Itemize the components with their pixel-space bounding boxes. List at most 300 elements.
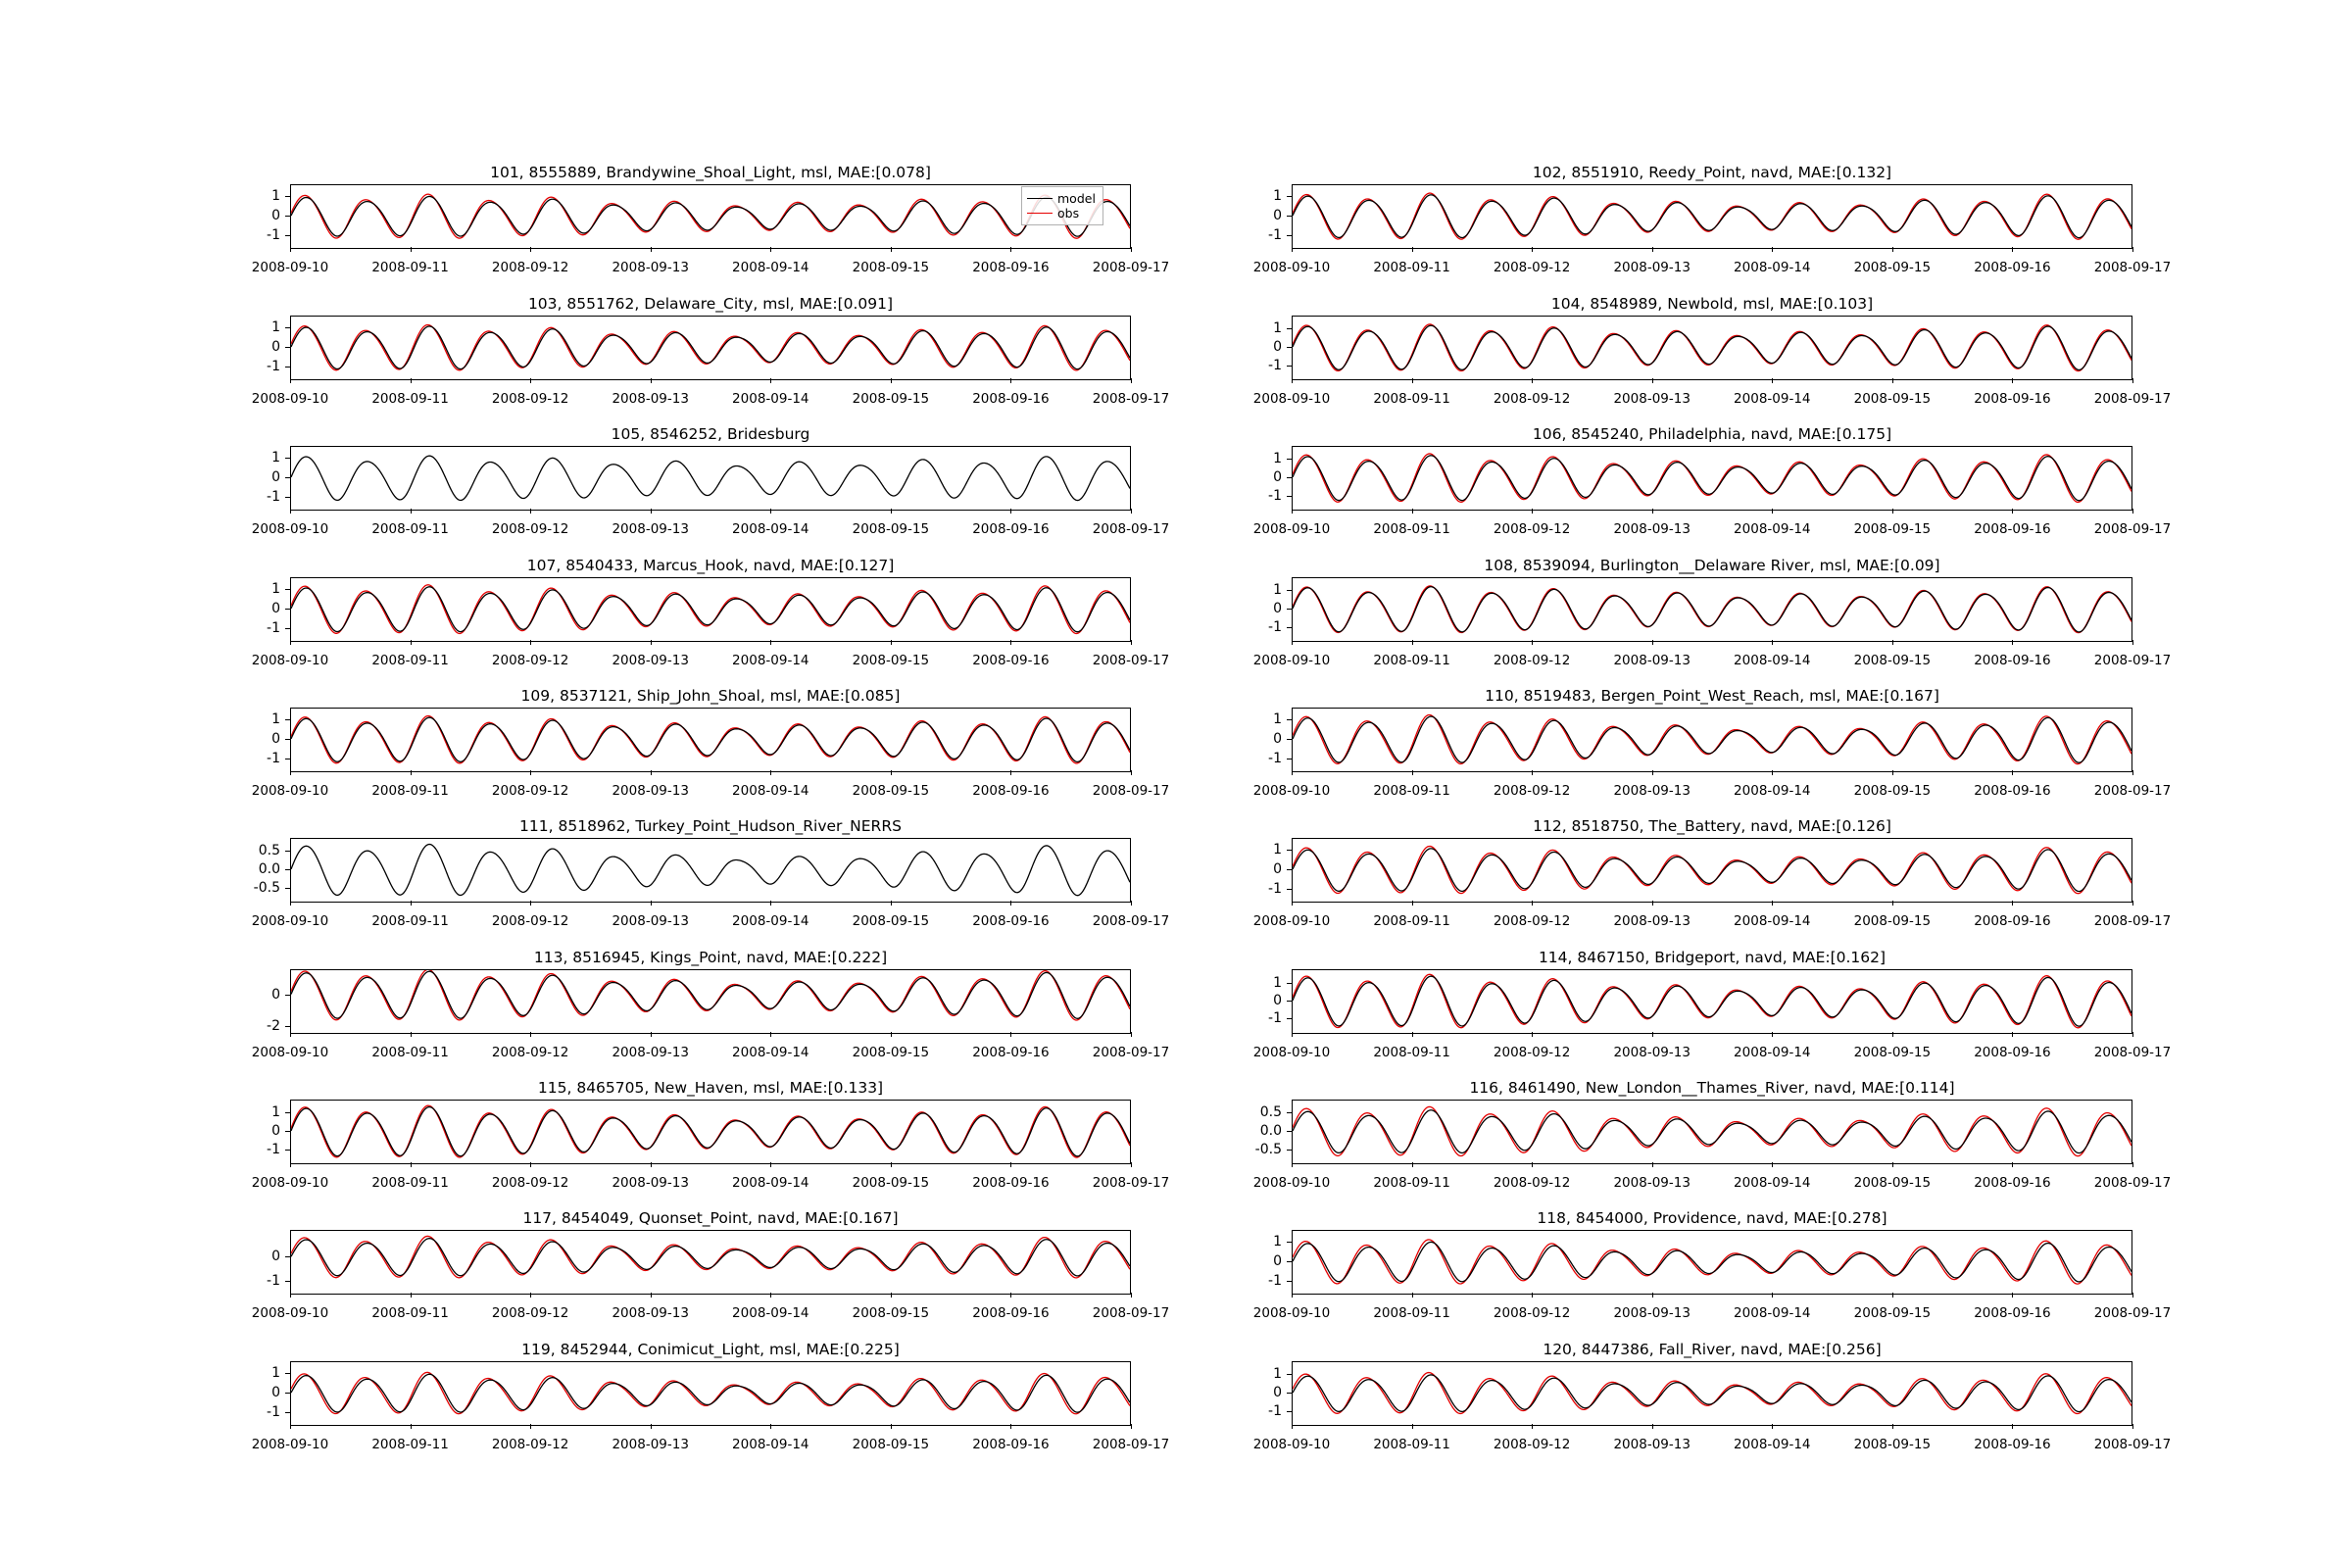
x-tick-mark [2132,901,2133,906]
x-tick-mark [2012,1032,2013,1037]
x-tick-mark [290,901,291,906]
x-tick-label: 2008-09-13 [1613,913,1690,929]
x-tick-label: 2008-09-16 [1974,1175,2051,1191]
x-tick-mark [1412,901,1413,906]
y-tick-label: 1 [1273,1234,1282,1250]
x-tick-mark [1010,378,1011,383]
y-tick-label: 0.5 [258,843,280,859]
x-tick-mark [1010,640,1011,645]
x-tick-mark [651,640,652,645]
plot-area-120 [1292,1361,2132,1426]
x-tick-label: 2008-09-10 [251,391,329,407]
x-tick-mark [1772,1293,1773,1298]
y-tick-label: 0 [271,208,280,223]
x-tick-mark [1772,247,1773,252]
x-tick-mark [1652,901,1653,906]
y-tick-mark [285,1150,290,1151]
x-tick-label: 2008-09-11 [1373,913,1450,929]
x-tick-mark [1131,640,1132,645]
x-tick-mark [1652,1424,1653,1429]
y-tick-label: 1 [271,1365,280,1381]
x-tick-mark [290,770,291,775]
x-tick-label: 2008-09-12 [491,260,569,275]
x-tick-mark [891,1424,892,1429]
x-tick-mark [1772,509,1773,514]
y-tick-label: 1 [1273,842,1282,858]
x-tick-label: 2008-09-10 [251,1045,329,1060]
y-tick-label: 1 [271,581,280,597]
x-tick-label: 2008-09-16 [972,1437,1050,1452]
x-tick-mark [290,247,291,252]
x-tick-label: 2008-09-14 [732,1437,809,1452]
x-tick-label: 2008-09-13 [1613,521,1690,537]
x-tick-label: 2008-09-12 [1493,653,1571,668]
x-tick-mark [1292,1293,1293,1298]
panel-title-116: 116, 8461490, New_London__Thames_River, navd, MAE:[0.114] [1469,1079,1955,1097]
y-tick-label: 0 [1273,469,1282,485]
y-tick-label: -1 [267,359,280,374]
y-tick-mark [1287,983,1292,984]
x-tick-mark [1652,640,1653,645]
x-tick-mark [2132,1162,2133,1167]
x-tick-mark [1131,1162,1132,1167]
x-tick-mark [290,1032,291,1037]
x-tick-mark [891,901,892,906]
y-tick-label: -1 [1268,1009,1282,1026]
plot-area-111 [290,838,1131,903]
chart-panel-101 [251,164,1170,275]
panel-title-106: 106, 8545240, Philadelphia, navd, MAE:[0.175] [1532,425,1892,443]
y-tick-label: 1 [1273,582,1282,599]
x-tick-label: 2008-09-11 [371,653,449,668]
x-tick-label: 2008-09-13 [612,653,689,668]
x-tick-mark [1292,378,1293,383]
x-tick-mark [651,770,652,775]
x-tick-mark [651,247,652,252]
x-tick-label: 2008-09-13 [612,391,689,407]
y-tick-mark [1287,1393,1292,1394]
x-tick-mark [1772,1424,1773,1429]
y-tick-mark [285,1281,290,1282]
y-tick-label: -1 [267,1141,280,1157]
x-tick-mark [1010,1032,1011,1037]
x-tick-mark [1892,901,1893,906]
x-tick-label: 2008-09-15 [852,391,930,407]
x-tick-label: 2008-09-12 [491,391,569,407]
x-tick-mark [1652,378,1653,383]
x-tick-label: 2008-09-16 [972,653,1050,668]
y-tick-mark [285,589,290,590]
x-tick-mark [2012,1293,2013,1298]
panel-title-101: 101, 8555889, Brandywine_Shoal_Light, msl, MAE:[0.078] [490,164,931,181]
x-tick-label: 2008-09-16 [972,260,1050,275]
y-tick-label: 1 [1273,711,1282,727]
y-tick-label: 1 [271,319,280,335]
x-tick-mark [1412,770,1413,775]
x-tick-label: 2008-09-14 [1734,391,1811,407]
y-tick-label: -1 [1268,881,1282,897]
x-tick-label: 2008-09-17 [1092,1305,1170,1321]
x-tick-label: 2008-09-10 [251,783,329,799]
x-tick-mark [1772,901,1773,906]
y-tick-mark [1287,627,1292,628]
x-tick-label: 2008-09-12 [491,1175,569,1191]
x-tick-label: 2008-09-12 [491,1045,569,1060]
x-tick-mark [1532,378,1533,383]
panel-title-105: 105, 8546252, Bridesburg [611,425,810,443]
x-tick-mark [1412,1293,1413,1298]
chart-panel-114 [1252,949,2172,1060]
panel-title-110: 110, 8519483, Bergen_Point_West_Reach, msl, MAE:[0.167] [1485,687,1939,705]
x-tick-mark [1532,1424,1533,1429]
panel-title-117: 117, 8454049, Quonset_Point, navd, MAE:[0.167] [522,1209,899,1227]
x-tick-label: 2008-09-13 [1613,653,1690,668]
x-tick-label: 2008-09-12 [1493,1175,1571,1191]
chart-panel-113 [251,949,1170,1060]
x-tick-label: 2008-09-14 [1734,653,1811,668]
chart-panel-105 [251,425,1170,537]
panel-title-113: 113, 8516945, Kings_Point, navd, MAE:[0.222] [533,949,888,966]
x-tick-mark [290,640,291,645]
y-tick-mark [285,995,290,996]
y-tick-label: 1 [1273,320,1282,337]
chart-panel-103 [251,295,1170,407]
x-tick-mark [1010,901,1011,906]
x-tick-label: 2008-09-15 [1853,913,1932,929]
y-tick-mark [1287,1261,1292,1262]
x-tick-mark [651,1424,652,1429]
x-tick-label: 2008-09-17 [1092,783,1170,799]
chart-panel-104 [1252,295,2172,407]
y-tick-mark [1287,1112,1292,1113]
x-tick-mark [411,247,412,252]
x-tick-label: 2008-09-16 [972,913,1050,929]
y-tick-mark [1287,719,1292,720]
x-tick-mark [1652,247,1653,252]
panel-title-112: 112, 8518750, The_Battery, navd, MAE:[0.126] [1533,817,1891,835]
panel-title-102: 102, 8551910, Reedy_Point, navd, MAE:[0.132] [1532,164,1892,181]
plot-area-115 [290,1100,1131,1164]
x-tick-label: 2008-09-16 [1974,783,2051,799]
x-tick-label: 2008-09-10 [251,913,329,929]
x-tick-mark [411,509,412,514]
x-tick-mark [1532,640,1533,645]
x-tick-mark [1532,509,1533,514]
x-tick-mark [2132,247,2133,252]
plot-area-106 [1292,446,2132,511]
x-tick-label: 2008-09-13 [612,521,689,537]
x-tick-mark [1412,1162,1413,1167]
y-tick-mark [285,1393,290,1394]
x-tick-label: 2008-09-11 [371,391,449,407]
y-tick-mark [285,609,290,610]
x-tick-mark [1652,509,1653,514]
x-tick-label: 2008-09-17 [2093,1045,2172,1060]
x-tick-label: 2008-09-14 [1734,783,1811,799]
x-tick-label: 2008-09-14 [1734,1045,1811,1060]
x-tick-mark [770,770,771,775]
x-tick-mark [1131,770,1132,775]
x-tick-mark [1292,1032,1293,1037]
plot-area-108 [1292,577,2132,642]
x-tick-label: 2008-09-15 [852,653,930,668]
x-tick-label: 2008-09-13 [612,783,689,799]
x-tick-label: 2008-09-10 [251,521,329,537]
y-tick-mark [1287,1150,1292,1151]
x-tick-mark [411,1032,412,1037]
x-tick-mark [1532,1162,1533,1167]
x-tick-mark [1131,509,1132,514]
x-tick-label: 2008-09-11 [371,260,449,275]
x-tick-label: 2008-09-10 [251,1437,329,1452]
x-tick-label: 2008-09-16 [1974,913,2051,929]
x-tick-label: 2008-09-17 [1092,521,1170,537]
x-tick-label: 2008-09-15 [852,913,930,929]
x-tick-mark [1010,1162,1011,1167]
y-tick-mark [1287,196,1292,197]
x-tick-mark [1292,770,1293,775]
y-tick-label: 0 [1273,208,1282,223]
x-tick-mark [2132,509,2133,514]
x-tick-label: 2008-09-11 [371,1045,449,1060]
plot-area-119 [290,1361,1131,1426]
legend-label: model [1057,191,1096,206]
x-tick-label: 2008-09-17 [2093,260,2172,275]
x-tick-label: 2008-09-16 [1974,653,2051,668]
y-tick-mark [1287,366,1292,367]
x-tick-mark [2012,770,2013,775]
x-tick-label: 2008-09-12 [491,783,569,799]
x-tick-mark [530,1032,531,1037]
x-tick-label: 2008-09-17 [1092,1437,1170,1452]
x-tick-label: 2008-09-17 [2093,913,2172,929]
panel-title-119: 119, 8452944, Conimicut_Light, msl, MAE:[0.225] [521,1341,900,1358]
x-tick-mark [1892,770,1893,775]
y-tick-mark [1287,235,1292,236]
y-tick-label: 1 [1273,451,1282,467]
plot-area-113 [290,969,1131,1034]
x-tick-label: 2008-09-10 [1252,783,1331,799]
y-tick-label: 1 [1273,188,1282,204]
x-tick-mark [290,378,291,383]
y-tick-mark [1287,459,1292,460]
x-tick-label: 2008-09-15 [852,1045,930,1060]
x-tick-label: 2008-09-15 [852,260,930,275]
x-tick-label: 2008-09-10 [251,653,329,668]
x-tick-label: 2008-09-11 [1373,653,1450,668]
x-tick-mark [1532,247,1533,252]
x-tick-label: 2008-09-14 [732,1175,809,1191]
plot-area-114 [1292,969,2132,1034]
chart-panel-102 [1252,164,2172,275]
y-tick-mark [1287,1242,1292,1243]
x-tick-mark [1292,509,1293,514]
x-tick-mark [651,901,652,906]
legend-swatch-obs [1027,213,1053,214]
y-tick-label: 1 [271,1104,280,1121]
x-tick-label: 2008-09-17 [2093,653,2172,668]
legend-entry-obs [1027,206,1096,220]
x-tick-label: 2008-09-17 [1092,1045,1170,1060]
y-tick-label: 0 [1273,993,1282,1008]
x-tick-label: 2008-09-16 [972,783,1050,799]
y-tick-mark [1287,889,1292,890]
x-tick-mark [1010,1424,1011,1429]
x-tick-label: 2008-09-12 [1493,521,1571,537]
y-tick-mark [1287,850,1292,851]
x-tick-mark [530,770,531,775]
x-tick-label: 2008-09-14 [732,521,809,537]
y-tick-mark [285,759,290,760]
y-tick-label: -1 [267,751,280,766]
x-tick-mark [770,1424,771,1429]
y-tick-label: 0 [271,731,280,747]
x-tick-label: 2008-09-14 [1734,521,1811,537]
y-tick-mark [1287,1018,1292,1019]
x-tick-mark [1131,378,1132,383]
x-tick-label: 2008-09-14 [732,913,809,929]
y-tick-label: 0.5 [1259,1104,1282,1121]
x-tick-label: 2008-09-10 [251,260,329,275]
x-tick-label: 2008-09-11 [1373,1175,1450,1191]
x-tick-mark [1652,1293,1653,1298]
x-tick-label: 2008-09-15 [852,521,930,537]
x-tick-label: 2008-09-17 [2093,1305,2172,1321]
x-tick-label: 2008-09-10 [1252,1045,1331,1060]
x-tick-label: 2008-09-14 [1734,1437,1811,1452]
chart-panel-109 [251,687,1170,799]
x-tick-label: 2008-09-13 [1613,260,1690,275]
x-tick-label: 2008-09-13 [1613,783,1690,799]
legend-entry-model [1027,191,1096,206]
x-tick-label: 2008-09-15 [1853,653,1932,668]
x-tick-mark [770,378,771,383]
x-tick-label: 2008-09-12 [1493,260,1571,275]
x-tick-label: 2008-09-16 [1974,1045,2051,1060]
y-tick-mark [285,1026,290,1027]
x-tick-mark [530,1162,531,1167]
x-tick-label: 2008-09-10 [251,1305,329,1321]
y-tick-mark [285,719,290,720]
y-tick-mark [285,327,290,328]
x-tick-mark [770,1032,771,1037]
y-tick-label: 0.0 [258,861,280,877]
panel-title-108: 108, 8539094, Burlington__Delaware River, msl, MAE:[0.09] [1484,557,1940,574]
x-tick-mark [651,509,652,514]
legend-swatch-model [1027,198,1053,199]
x-tick-mark [411,1162,412,1167]
x-tick-mark [1010,770,1011,775]
chart-panel-112 [1252,817,2172,929]
x-tick-mark [651,378,652,383]
x-tick-label: 2008-09-17 [2093,391,2172,407]
x-tick-mark [1892,1424,1893,1429]
x-tick-label: 2008-09-14 [732,391,809,407]
x-tick-mark [290,1162,291,1167]
x-tick-label: 2008-09-17 [2093,1437,2172,1452]
x-tick-label: 2008-09-16 [1974,1305,2051,1321]
x-tick-label: 2008-09-13 [612,1175,689,1191]
x-tick-label: 2008-09-15 [1853,260,1932,275]
y-tick-label: -1 [1268,357,1282,373]
y-tick-label: -1 [267,1404,280,1420]
x-tick-label: 2008-09-13 [1613,1045,1690,1060]
x-tick-label: 2008-09-11 [1373,521,1450,537]
x-tick-mark [1292,640,1293,645]
x-tick-label: 2008-09-12 [1493,1305,1571,1321]
x-tick-label: 2008-09-12 [491,521,569,537]
x-tick-label: 2008-09-13 [612,1437,689,1452]
chart-panel-110 [1252,687,2172,799]
x-tick-label: 2008-09-17 [2093,521,2172,537]
x-tick-label: 2008-09-15 [852,1305,930,1321]
x-tick-label: 2008-09-11 [371,521,449,537]
plot-area-104 [1292,316,2132,380]
x-tick-mark [891,1032,892,1037]
x-tick-mark [1892,509,1893,514]
x-tick-mark [770,1162,771,1167]
x-tick-label: 2008-09-15 [852,1175,930,1191]
x-tick-label: 2008-09-16 [1974,1437,2051,1452]
y-tick-mark [1287,1131,1292,1132]
y-tick-mark [1287,347,1292,348]
panel-title-103: 103, 8551762, Delaware_City, msl, MAE:[0.091] [527,295,894,313]
y-tick-mark [285,235,290,236]
x-tick-mark [2012,247,2013,252]
x-tick-mark [1892,247,1893,252]
y-tick-mark [1287,216,1292,217]
y-tick-label: -1 [267,227,280,243]
x-tick-label: 2008-09-14 [732,653,809,668]
x-tick-label: 2008-09-14 [1734,913,1811,929]
x-tick-mark [2012,378,2013,383]
y-tick-mark [1287,590,1292,591]
x-tick-mark [1652,770,1653,775]
y-tick-mark [285,367,290,368]
x-tick-mark [411,770,412,775]
x-tick-mark [1532,901,1533,906]
y-tick-mark [1287,609,1292,610]
x-tick-mark [411,640,412,645]
y-tick-mark [285,1412,290,1413]
x-tick-label: 2008-09-11 [1373,1045,1450,1060]
plot-area-112 [1292,838,2132,903]
x-tick-mark [1772,770,1773,775]
y-tick-label: -1 [1268,227,1282,243]
x-tick-label: 2008-09-15 [852,1437,930,1452]
x-tick-mark [891,770,892,775]
plot-area-102 [1292,184,2132,249]
x-tick-label: 2008-09-15 [1853,391,1932,407]
x-tick-mark [770,247,771,252]
x-tick-label: 2008-09-11 [1373,783,1450,799]
y-tick-mark [285,458,290,459]
y-tick-label: -1 [1268,751,1282,766]
x-tick-mark [1772,378,1773,383]
panel-title-104: 104, 8548989, Newbold, msl, MAE:[0.103] [1550,295,1874,313]
y-tick-label: 0 [1273,1385,1282,1400]
x-tick-mark [530,1424,531,1429]
x-tick-mark [1892,1032,1893,1037]
x-tick-label: 2008-09-12 [491,1437,569,1452]
x-tick-mark [1412,1032,1413,1037]
y-tick-label: -1 [1268,618,1282,635]
x-tick-mark [770,1293,771,1298]
x-tick-mark [891,247,892,252]
x-tick-mark [1412,247,1413,252]
y-tick-mark [285,347,290,348]
x-tick-label: 2008-09-12 [1493,1045,1571,1060]
